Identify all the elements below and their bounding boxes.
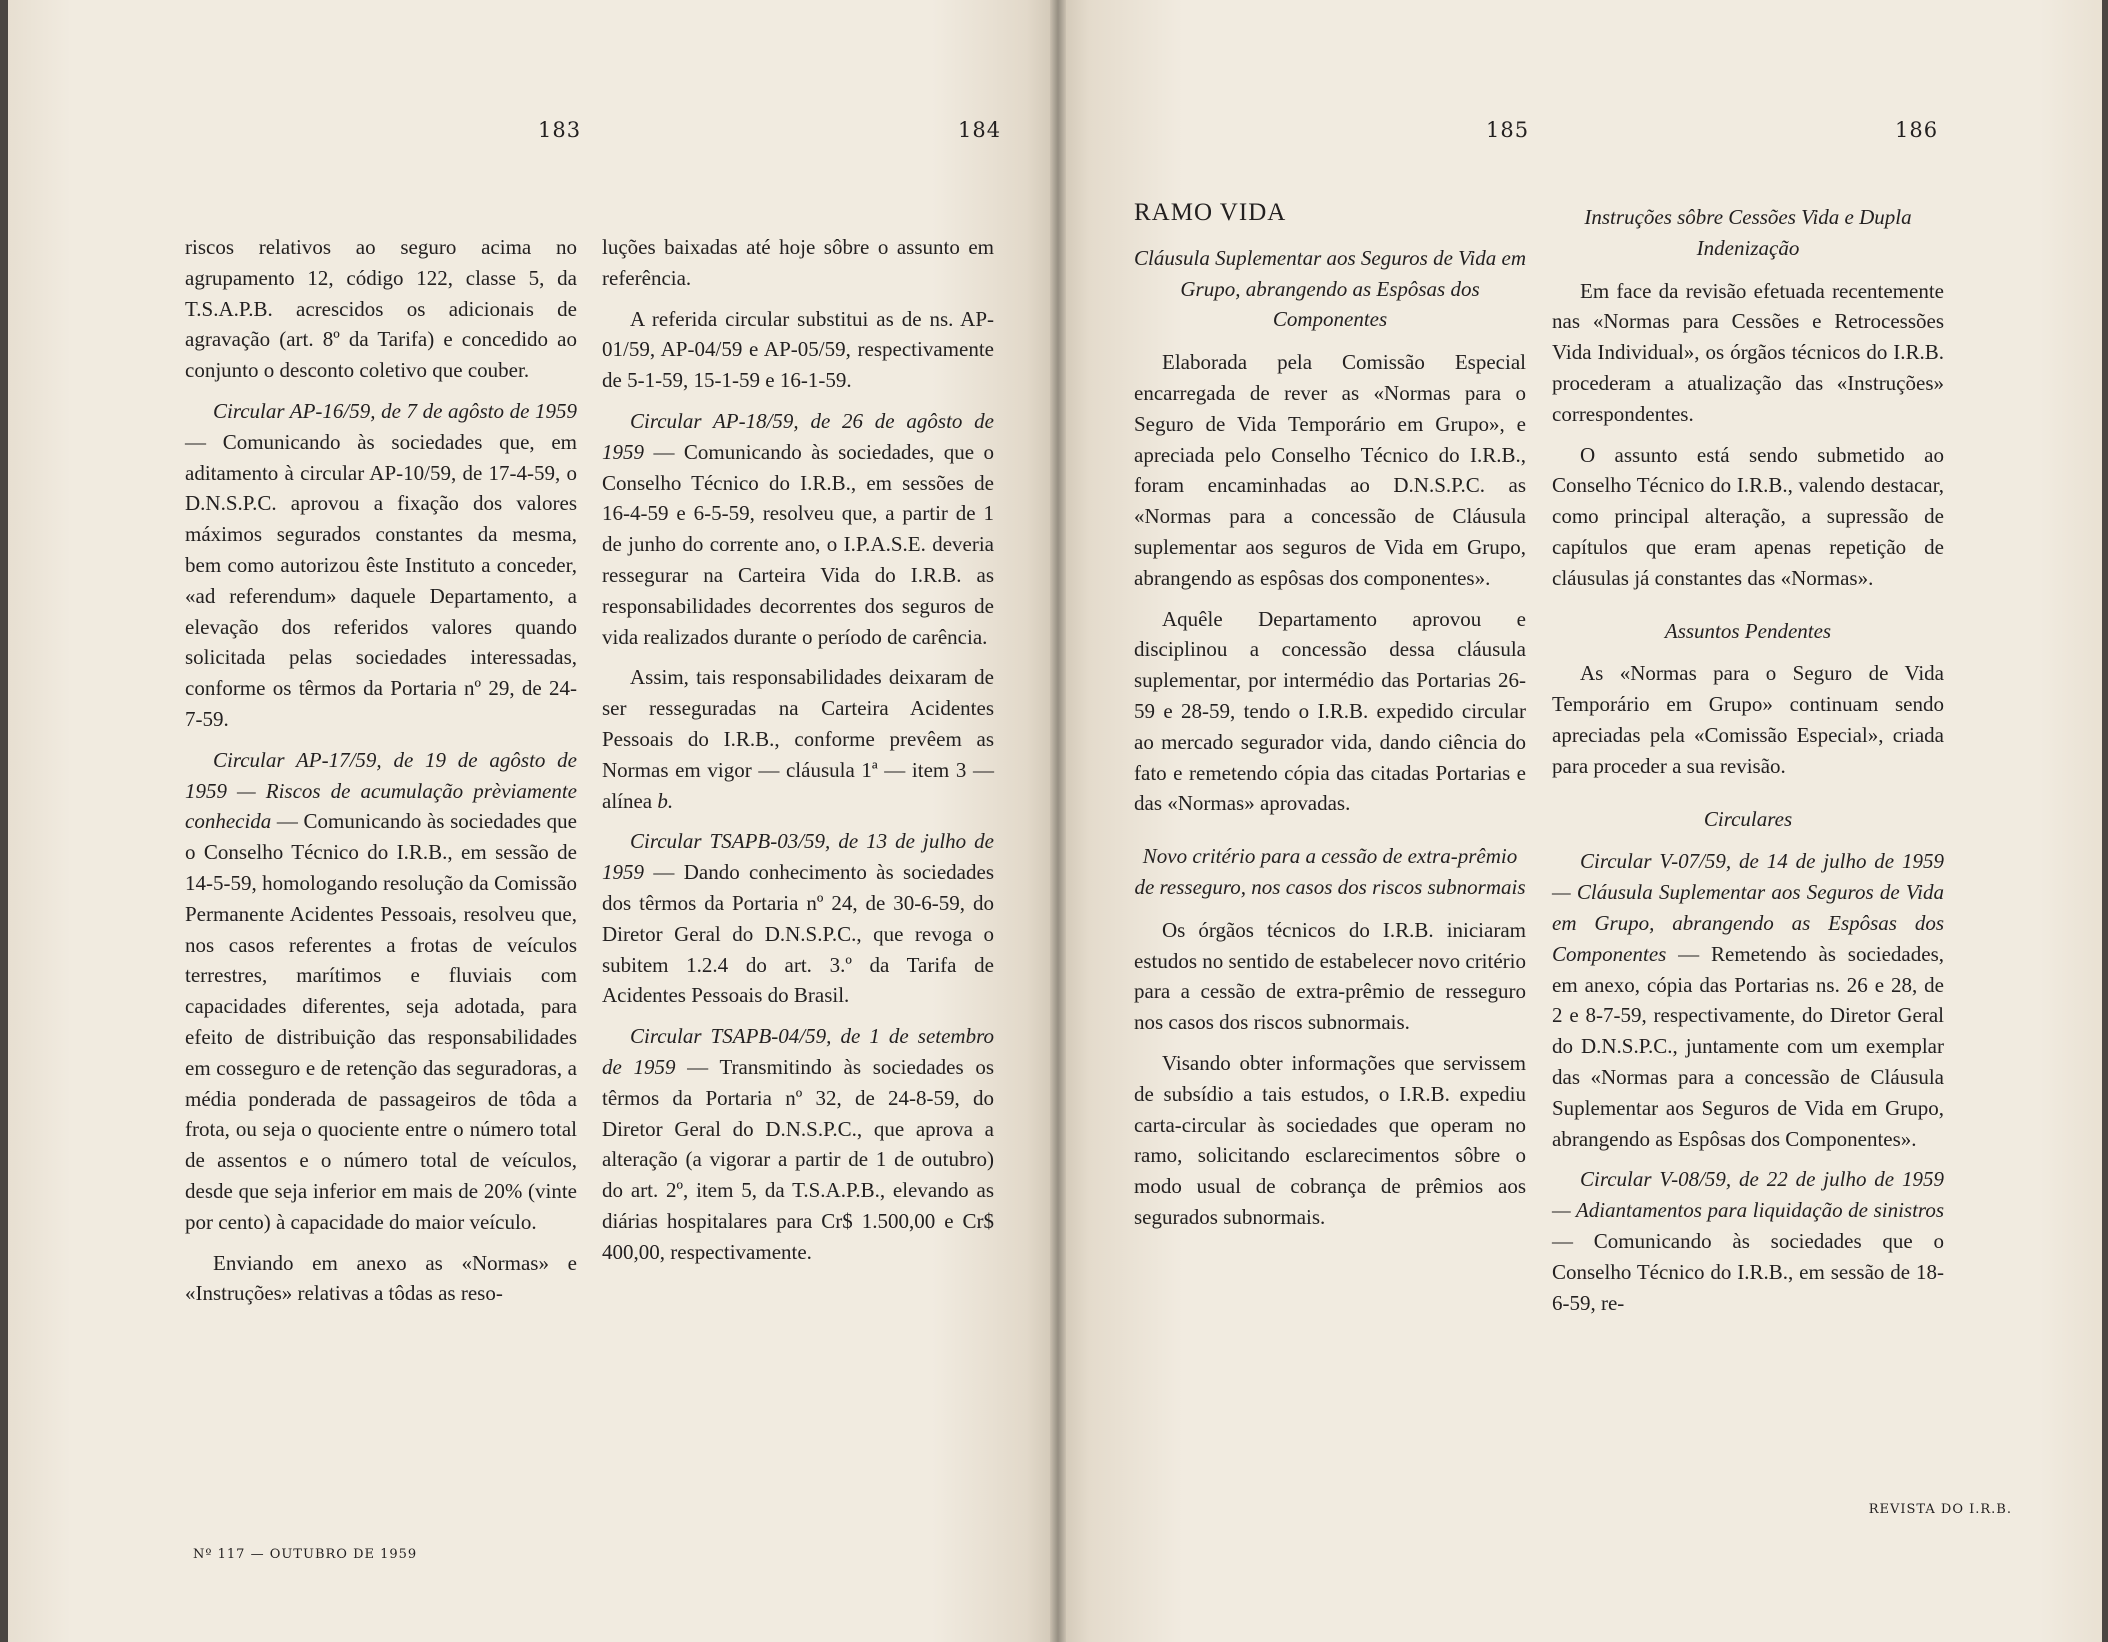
subheading: Instruções sôbre Cessões Vida e Dupla Indenização (1584, 205, 1912, 260)
footer-journal: REVISTA DO I.R.B. (1868, 1502, 2012, 1517)
paragraph: O assunto está sendo submetido ao Conselho Técnico do I.R.B., valendo destacar, como principal alteração, a supressão de capítulos que eram apenas repetição de cláusulas já constantes das «Normas». (1552, 442, 1944, 590)
circular-citation: Circular AP-18/59, de 26 de agôsto de 1959 (602, 408, 994, 464)
circular-citation: Circular AP-16/59, de 7 de agôsto de 1959 (213, 398, 577, 423)
paragraph: Enviando em anexo as «Normas» e «Instruções» relativas a tôdas as reso- (185, 1250, 577, 1306)
paragraph: Circular AP-16/59, de 7 de agôsto de 1959 — Comunicando às sociedades que, em aditamento à circular AP-10/59, de 17-4-59, o D.N.S.P.C. aprovou a fixação dos valores máximos segurados constantes da mesma, bem como autorizou êste Instituto a conceder, «ad referendum» daquele Departamento, a elevação dos referidos valores quando solicitada pelas sociedades interessadas, conforme os têrmos da Portaria nº 29, de 24-7-59. (185, 398, 577, 731)
paragraph: Circular TSAPB-03/59, de 13 de julho de 1959 — Dando conhecimento às sociedades dos têrmos da Portaria nº 24, de 30-6-59, do Diretor Geral do D.N.S.P.C., que revoga o subitem 1.2.4 do art. 3.º da Tarifa de Acidentes Pessoais do Brasil. (602, 829, 994, 1008)
column-183 (185, 232, 577, 1319)
section-heading: RAMO VIDA (1134, 199, 1287, 226)
page-number-185: 185 (1486, 118, 1530, 142)
paragraph: Circular AP-18/59, de 26 de agôsto de 1959 — Comunicando às sociedades, que o Conselho Técnico do I.R.B., em sessões de 16-4-59 e 6-5-59, resolveu que, a partir de 1 de junho do corrente ano, o I.P.A.S.E. deveria ressegurar na Carteira Vida do I.R.B. as responsabilidades decorrentes dos seguros de vida realizados durante o período de carência. (602, 408, 994, 649)
page-number-183: 183 (538, 118, 582, 142)
gutter-shadow (1050, 0, 1066, 1642)
paragraph: Circular V-08/59, de 22 de julho de 1959 — Adiantamentos para liquidação de sinistros — Comunicando às sociedades que o Conselho Técnico do I.R.B., em sessão de 18-6-59, re- (1552, 1167, 1944, 1315)
paragraph: luções baixadas até hoje sôbre o assunto em referência. (602, 235, 994, 290)
circular-citation: Circular V-08/59, de 22 de julho de 1959 — Adiantamentos para liquidação de sinistros (1552, 1167, 1944, 1223)
circular-citation: Circular TSAPB-03/59, de 13 de julho de 1959 (602, 829, 994, 885)
subheading: Novo critério para a cessão de extra-prêmio de resseguro, nos casos dos riscos subnormais (1134, 844, 1526, 899)
paragraph: Em face da revisão efetuada recentemente nas «Normas para Cessões e Retrocessões Vida Individual», os órgãos técnicos do I.R.B. procederam a atualização das «Instruções» correspondentes. (1552, 278, 1944, 426)
subheading: Circulares (1703, 806, 1793, 831)
column-185 (1134, 198, 1526, 1243)
circular-citation: Circular TSAPB-04/59, de 1 de setembro de 1959 (602, 1024, 994, 1079)
page-number-186: 186 (1895, 118, 1939, 142)
paragraph: Circular AP-17/59, de 19 de agôsto de 1959 — Riscos de acumulação prèviamente conhecida — Comunicando às sociedades que o Conselho Técnico do I.R.B., em sessão de 14-5-59, homologando resolução da Comissão Permanente Acidentes Pessoais, resolveu que, nos casos referentes a frotas de veículos terrestres, marítimos e fluviais com capacidades diferentes, seja adotada, para efeito de distribuição das responsabilidades em cosseguro e de retenção das seguradoras, a média ponderada de passageiros de tôda a frota, ou seja o quociente entre o número total de assentos e o número total de veículos, desde que seja inferior em mais de 20% (vinte por cento) à capacidade do maior veículo. (185, 747, 577, 1234)
paragraph: As «Normas para o Seguro de Vida Temporário em Grupo» continuam sendo apreciadas pela «Comissão Especial», criada para proceder a sua revisão. (1552, 661, 1944, 778)
left-page (8, 0, 1058, 1642)
right-page (1058, 0, 2102, 1642)
paragraph: Os órgãos técnicos do I.R.B. iniciaram estudos no sentido de estabelecer novo critério para a cessão de extra-prêmio de resseguro nos casos dos riscos subnormais. (1134, 917, 1526, 1035)
column-184 (602, 232, 994, 1278)
paragraph: Circular TSAPB-04/59, de 1 de setembro de 1959 — Transmitindo às sociedades os têrmos da Portaria nº 32, de 24-8-59, do Diretor Geral do D.N.S.P.C., que aprova a alteração (a vigorar a partir de 1 de outubro) do art. 2º, item 5, da T.S.A.P.B., elevando as diárias hospitalares para Cr$ 1.500,00 e Cr$ 400,00, respectivamente. (602, 1024, 994, 1264)
subheading: Cláusula Suplementar aos Seguros de Vida em Grupo, abrangendo as Espôsas dos Componentes (1134, 245, 1526, 332)
paragraph: Assim, tais responsabilidades deixaram de ser resseguradas na Carteira Acidentes Pessoais do I.R.B., conforme prevêem as Normas em vigor — cláusula 1ª — item 3 — alínea b. (602, 665, 994, 813)
paragraph: Elaborada pela Comissão Especial encarregada de rever as «Normas para o Seguro de Vida Temporário em Grupo», e apreciada pelo Conselho Técnico do I.R.B., foram encaminhadas ao D.N.S.P.C. as «Normas para a concessão de Cláusula suplementar aos seguros de Vida em Grupo, abrangendo as espôsas dos componentes». (1134, 350, 1526, 590)
paragraph: Aquêle Departamento aprovou e disciplinou a concessão dessa cláusula suplementar, por intermédio das Portarias 26-59 e 28-59, tendo o I.R.B. expedido circular ao mercado segurador vida, dando ciência do fato e remetendo cópia das citadas Portarias e das «Normas» aprovadas. (1134, 606, 1526, 816)
subheading: Assuntos Pendentes (1664, 618, 1832, 643)
paragraph: Visando obter informações que servissem de subsídio a tais estudos, o I.R.B. expediu carta-circular às sociedades que operam no ramo, solicitando esclarecimentos sôbre o modo usual de cobrança de prêmios aos segurados subnormais. (1134, 1050, 1526, 1229)
paragraph: Circular V-07/59, de 14 de julho de 1959 — Cláusula Suplementar aos Seguros de Vida em Grupo, abrangendo as Espôsas dos Componentes — Remetendo às sociedades, em anexo, cópia das Portarias ns. 26 e 28, de 2 e 8-7-59, respectivamente, do Diretor Geral do D.N.S.P.C., juntamente com um exemplar das «Normas para a concessão de Cláusula Suplementar aos Seguros de Vida em Grupo, abrangendo as Espôsas dos Componentes». (1552, 849, 1944, 1151)
paragraph: A referida circular substitui as de ns. AP-01/59, AP-04/59 e AP-05/59, respectivamente de 5-1-59, 15-1-59 e 16-1-59. (602, 306, 994, 393)
footer-issue: Nº 117 — OUTUBRO DE 1959 (193, 1547, 418, 1562)
circular-citation: Circular V-07/59, de 14 de julho de 1959 — Cláusula Suplementar aos Seguros de Vida em Grupo, abrangendo as Espôsas dos Componentes (1552, 849, 1944, 966)
page-number-184: 184 (958, 118, 1002, 142)
column-186 (1552, 196, 1944, 1328)
paragraph: riscos relativos ao seguro acima no agrupamento 12, código 122, classe 5, da T.S.A.P.B. acrescidos os adicionais de agravação (art. 8º da Tarifa) e concedido ao conjunto o desconto coletivo que couber. (185, 235, 577, 383)
circular-citation: Circular AP-17/59, de 19 de agôsto de 1959 — Riscos de acumulação prèviamente conhecida (185, 747, 577, 834)
